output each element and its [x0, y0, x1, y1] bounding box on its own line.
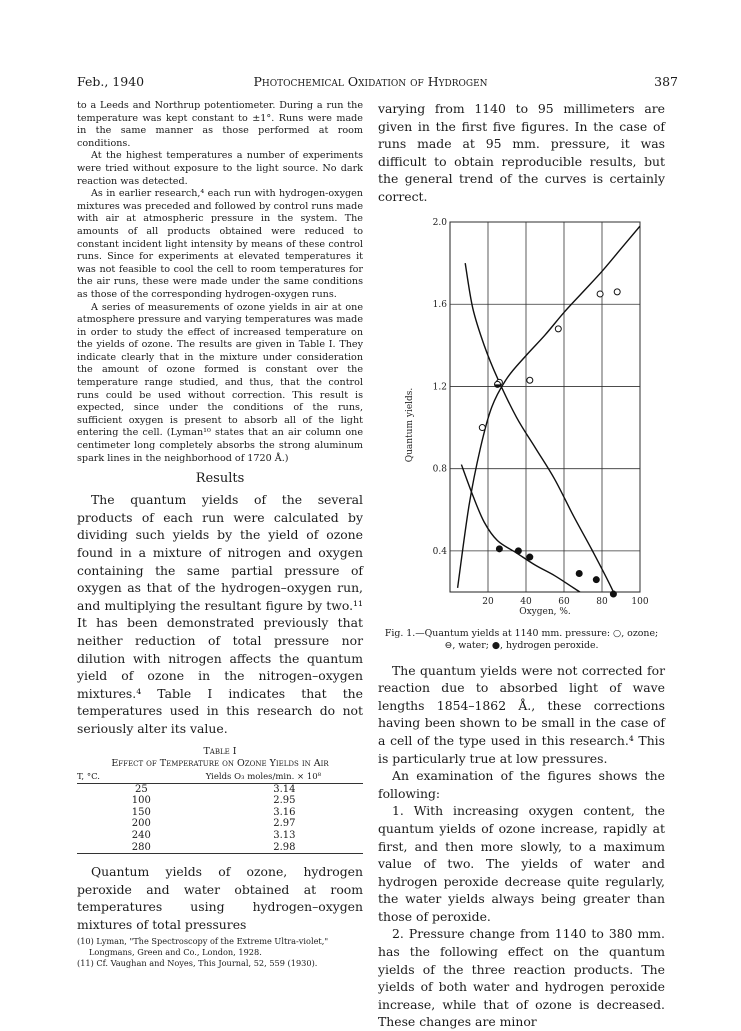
x-tick-label: 100 [631, 596, 649, 607]
table-header: Yields O₃ moles/min. × 10⁸ [206, 771, 363, 784]
table-row [77, 795, 363, 807]
x-tick-label: 20 [482, 596, 494, 607]
plot-ticks [433, 218, 649, 607]
figure-1 [378, 210, 665, 652]
x-tick-label: 40 [520, 596, 532, 607]
footnote: Longmans, Green and Co., London, 1928. [89, 947, 262, 958]
y-axis-label: Quantum yields. [405, 387, 415, 462]
x-tick-label: 80 [596, 596, 608, 607]
table-row [77, 830, 363, 842]
y-tick-label: 0.8 [432, 464, 447, 475]
paragraph: An examination of the figures shows the following: [378, 768, 665, 801]
hydrogen-peroxide-point [515, 547, 521, 553]
ozone-point [597, 291, 603, 297]
x-tick-label: 60 [558, 596, 570, 607]
quantum-yield-plot [378, 210, 665, 618]
plot-frame [450, 222, 640, 592]
hydrogen-peroxide-curve [461, 464, 632, 617]
x-axis-label: Oxygen, %. [519, 606, 571, 617]
paragraph: At the highest temperatures a number of experiments were tried without exposure to the light source. No dark reaction was detected. [77, 150, 363, 187]
data-table [77, 771, 363, 855]
table-row [77, 807, 363, 819]
paragraph: varying from 1140 to 95 millimeters are given in the first five figures. In the case of runs made at 95 mm. pressure, it was difficult to obtain reproducible results, but the general trend of the curves is certainly correct. [378, 101, 665, 204]
footnotes [77, 936, 363, 968]
page-number: 387 [654, 74, 678, 89]
table-i [77, 746, 363, 855]
paragraph: to a Leeds and Northrup potentiometer. During a run the temperature was kept constant to ±1°. Runs were made in the same manner as those performed at room conditions. [77, 100, 363, 149]
hydrogen-peroxide-point [496, 545, 502, 551]
table-cell: 280 [131, 841, 151, 853]
ozone-point [527, 377, 533, 383]
y-tick-label: 1.2 [432, 382, 447, 393]
paragraph: 2. Pressure change from 1140 to 380 mm. has the following effect on the quantum yields of the three reaction products. The yields of both water and hydrogen peroxide increase, while that of ozone is decreased. These changes are minor [378, 926, 665, 1030]
hydrogen-peroxide-point [527, 554, 533, 560]
table-cell: 2.98 [273, 841, 296, 853]
ozone-point [555, 325, 561, 331]
ozone-point [479, 424, 485, 430]
table-header: T, °C. [77, 771, 206, 784]
hydrogen-peroxide-point [576, 570, 582, 576]
table-cell: 200 [131, 818, 151, 830]
hydrogen-peroxide-point [610, 591, 616, 597]
table-cell: 25 [134, 783, 148, 795]
table-cell: 100 [131, 795, 151, 807]
table-cell: 2.95 [273, 795, 296, 807]
water-curve [465, 263, 632, 618]
table-cell: 2.97 [273, 818, 296, 830]
hydrogen-peroxide-point [593, 576, 599, 582]
table-cell: 3.14 [273, 783, 296, 795]
paragraph: A series of measurements of ozone yields in air at one atmosphere pressure and varying temperatures was made in order to study the effect of increased temperature on the yields of ozone. The results are given in Table I. They indicate clearly that in the mixture under consideration the amount of ozone formed is constant over the temperature range studied, and thus, that the control runs could be used without correction. This result is expected, since under the conditions of the runs, sufficient oxygen is present to absorb all of the light entering the cell. (Lyman¹⁰ states that an air column one centimeter long completely absorbs the strong aluminum spark lines in the neighborhood of 1720 Å.) [77, 301, 363, 464]
table-row [77, 842, 363, 854]
table-cell: 3.13 [273, 829, 296, 841]
section-title: Results [195, 471, 245, 487]
table-title: Effect of Temperature on Ozone Yields in Air [111, 757, 329, 769]
plot-curves [458, 226, 640, 618]
table-label: Table I [203, 745, 237, 757]
table-cell: 240 [131, 829, 151, 841]
header-date: Feb., 1940 [77, 74, 145, 89]
paragraph: Quantum yields of ozone, hydrogen peroxide and water obtained at room temperatures using hydrogen–oxygen mixtures of total pressures [77, 864, 363, 932]
paragraph: The quantum yields of the several products of each run were calculated by dividing such yields by the yield of ozone found in a mixture of nitrogen and oxygen containing the same partial pressure of oxygen as that of the hydrogen–oxygen run, and multiplying the resultant figure by two.¹¹ It has been demonstrated previously that neither reduction of total pressure nor dilution with nitrogen affects the quantum yield of ozone in the nitrogen–oxygen mixtures.⁴ Table I indicates that the temperatures used in this research do not seriously alter its value. [77, 492, 363, 736]
table-row [77, 783, 363, 795]
table-cell: 150 [131, 806, 151, 818]
table-cell: 3.16 [273, 806, 296, 818]
footnote: (11) Cf. Vaughan and Noyes, This Journal, 52, 559 (1930). [77, 957, 318, 968]
y-tick-label: 0.4 [432, 546, 447, 557]
table-row [77, 818, 363, 830]
y-tick-label: 2.0 [432, 217, 447, 228]
plot-grid [450, 222, 640, 592]
ozone-curve [458, 226, 640, 588]
paragraph: As in earlier research,⁴ each run with hydrogen-oxygen mixtures was preceded and followed by control runs made with air at atmospheric pressure in the system. The amounts of all products obtained were reduced to constant incident light intensity by means of these control runs. Since for experiments at elevated temperatures it was not feasible to cool the cell to room temperatures for the air runs, these were made under the same conditions as those of the corresponding hydrogen-oxygen runs. [77, 188, 363, 300]
left-column [77, 100, 363, 968]
paragraph: 1. With increasing oxygen content, the quantum yields of ozone increase, rapidly at first, and then more slowly, to a maximum value of two. The yields of water and hydrogen peroxide decrease quite regularly, the water yields always being greater than those of peroxide. [378, 803, 665, 924]
running-title: Photochemical Oxidation of Hydrogen [253, 74, 488, 89]
ozone-point [614, 288, 620, 294]
figure-caption: Fig. 1.—Quantum yields at 1140 mm. pressure: ○, ozone; ⊖, water; ●, hydrogen peroxide. [384, 627, 659, 651]
right-column [378, 100, 665, 1031]
y-tick-label: 1.6 [432, 299, 447, 310]
paragraph: The quantum yields were not corrected for reaction due to absorbed light of wave lengths 1854–1862 Å., these corrections having been shown to be small in the case of a cell of the type used in this research.⁴ This is particularly true at low pressures. [378, 662, 665, 766]
footnote: (10) Lyman, "The Spectroscopy of the Extreme Ultra-violet," [77, 936, 329, 947]
